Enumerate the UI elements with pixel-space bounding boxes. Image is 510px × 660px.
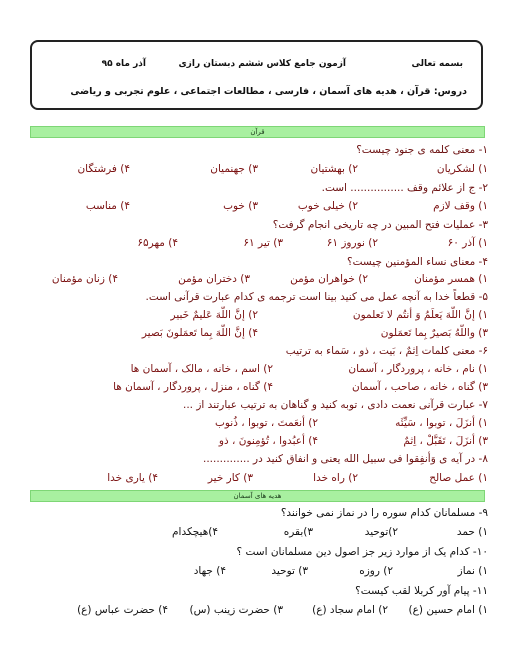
option: ۳) خوب bbox=[223, 200, 258, 212]
question-8 bbox=[18, 452, 488, 468]
options-6b bbox=[18, 380, 488, 396]
question-text: ۳- عملیات فتح المبین در چه تاریخی انجام گرفت؟ bbox=[272, 219, 488, 231]
question-9 bbox=[18, 506, 488, 522]
question-6 bbox=[18, 344, 488, 360]
option: ۲) خیلی خوب bbox=[297, 200, 358, 212]
option: ۱) امام حسین (ع) bbox=[408, 604, 488, 616]
option: ۴) فرشتگان bbox=[77, 163, 130, 175]
question-7 bbox=[18, 398, 488, 414]
option: ۱) همسر مؤمنان bbox=[414, 273, 488, 285]
option: ۴) إنَّ اللّهَ بِما تَعمَلونَ بَصیر bbox=[141, 327, 258, 339]
options-9 bbox=[18, 525, 488, 541]
options-8 bbox=[18, 471, 488, 487]
option: ۱) نماز bbox=[457, 565, 488, 577]
question-text: ۷- عبارت قرآنی نعمت دادی ، توبه کنید و گناهان به ترتیب عبارتند از ... bbox=[183, 399, 488, 411]
option: ۲) امام سجاد (ع) bbox=[312, 604, 388, 616]
question-1 bbox=[18, 143, 488, 159]
option: ۳) دختران مؤمن bbox=[178, 273, 250, 285]
question-text: ۲- ج از علائم وقف ................ است. bbox=[321, 182, 488, 194]
question-text: ۸- در آیه ی وَأنفِقوا فی سبیل الله یعنی و انفاق کنید در .............. bbox=[202, 453, 488, 465]
option: ۴) حضرت عباس (ع) bbox=[77, 604, 168, 616]
option: ۴) أعبُدوا ، تُؤمِنونَ ، ذو bbox=[218, 435, 318, 447]
exam-date: آذر ماه ۹۵ bbox=[101, 59, 146, 69]
option: ۲) اسم ، خانه ، مالک ، آسمان ها bbox=[130, 363, 273, 375]
section-hediye-label: هدیه های آسمان bbox=[233, 492, 282, 500]
question-text: ۱- معنی کلمه ی جنود چیست؟ bbox=[356, 144, 488, 156]
section-hediye bbox=[30, 490, 485, 502]
question-text: ۵- قطعاً خدا به آنچه عمل می کنید بینا است ترجمه ی کدام عبارت قرآنی است. bbox=[145, 291, 488, 303]
option: ۱) عمل صالح bbox=[429, 472, 488, 484]
question-text: ۹- مسلمانان کدام سوره را در نماز نمی خوانند؟ bbox=[280, 507, 488, 519]
exam-title: آزمون جامع کلاس ششم دبستان رازی bbox=[178, 59, 346, 69]
exam-header bbox=[30, 40, 483, 110]
option: ۱) حمد bbox=[456, 526, 488, 538]
option: ۲) إنَّ اللّهَ عَلیمٌ خَبیر bbox=[170, 309, 258, 321]
option: ۳)بقره bbox=[283, 526, 313, 538]
option: ۲) أنعَمتَ ، توبوا ، ذُنوب bbox=[214, 417, 318, 429]
options-10 bbox=[18, 564, 488, 580]
option: ۴) مناسب bbox=[85, 200, 130, 212]
question-10 bbox=[18, 545, 488, 561]
option: ۳) واللّهُ بَصیرٌ بِما تَعمَلون bbox=[380, 327, 488, 339]
option: ۳) أنزَلَ ، تَقَبَّلْ ، اِثمٌ bbox=[403, 435, 488, 447]
question-text: ۶- معنی کلمات اِثمٌ ، بَیت ، ذو ، سَماء به ترتیب bbox=[285, 345, 488, 357]
question-4 bbox=[18, 255, 488, 271]
options-5b bbox=[18, 326, 488, 342]
question-text: ۴- معنای نساء المؤمنین چیست؟ bbox=[347, 256, 488, 268]
option: ۴) مهر۶۵ bbox=[137, 237, 178, 249]
option: ۲) بهشتیان bbox=[310, 163, 358, 175]
question-text: ۱۱- پیام آور کربلا لقب کیست؟ bbox=[355, 585, 488, 597]
question-5 bbox=[18, 290, 488, 306]
options-7b bbox=[18, 434, 488, 450]
section-quran bbox=[30, 126, 485, 138]
option: ۱) لشکریان bbox=[436, 163, 488, 175]
options-4 bbox=[18, 272, 488, 288]
option: ۱) وقف لازم bbox=[433, 200, 488, 212]
option: ۲) روزه bbox=[359, 565, 393, 577]
header-line-1 bbox=[32, 59, 481, 73]
options-11 bbox=[18, 603, 488, 619]
option: ۳) جهنمیان bbox=[210, 163, 258, 175]
options-7a bbox=[18, 416, 488, 432]
option: ۲) راه خدا bbox=[313, 472, 358, 484]
option: ۱) إنَّ اللّهَ یَعلَمُ وَ أنتُم لا تَعلمون bbox=[352, 309, 488, 321]
option: ۴) جهاد bbox=[193, 565, 226, 577]
options-5a bbox=[18, 308, 488, 324]
basmala: بسمه تعالی bbox=[411, 59, 463, 69]
question-text: ۱۰- کدام یک از موارد زیر جز اصول دین مسلمانان است ؟ bbox=[236, 546, 488, 558]
subjects-line: دروس: قرآن ، هدیه های آسمان ، فارسی ، مطالعات اجتماعی ، علوم تجربی و ریاضی bbox=[70, 86, 467, 97]
option: ۴) زنان مؤمنان bbox=[51, 273, 118, 285]
option: ۱) نام ، خانه ، پروردگار ، آسمان bbox=[348, 363, 488, 375]
option: ۱) أنزَلَ ، توبوا ، سَیِّئَه bbox=[395, 417, 488, 429]
option: ۳) تیر ۶۱ bbox=[243, 237, 283, 249]
option: ۲) نوروز ۶۱ bbox=[326, 237, 378, 249]
options-1 bbox=[18, 162, 488, 178]
question-3 bbox=[18, 218, 488, 234]
options-6a bbox=[18, 362, 488, 378]
option: ۳) گناه ، خانه ، صاحب ، آسمان bbox=[352, 381, 488, 393]
option: ۴) یاری خدا bbox=[107, 472, 158, 484]
option: ۳) توحید bbox=[271, 565, 308, 577]
question-2 bbox=[18, 181, 488, 197]
option: ۴) گناه ، منزل ، پروردگار ، آسمان ها bbox=[113, 381, 273, 393]
option: ۳) حضرت زینب (س) bbox=[189, 604, 283, 616]
section-quran-label: قرآن bbox=[250, 128, 265, 136]
question-11 bbox=[18, 584, 488, 600]
option: ۲) خواهران مؤمن bbox=[290, 273, 368, 285]
option: ۳) کار خیر bbox=[207, 472, 253, 484]
option: ۱) آذر ۶۰ bbox=[447, 237, 488, 249]
options-3 bbox=[18, 236, 488, 252]
option: ۲)توحید bbox=[364, 526, 398, 538]
option: ۴)هیچکدام bbox=[172, 526, 218, 538]
options-2 bbox=[18, 199, 488, 215]
